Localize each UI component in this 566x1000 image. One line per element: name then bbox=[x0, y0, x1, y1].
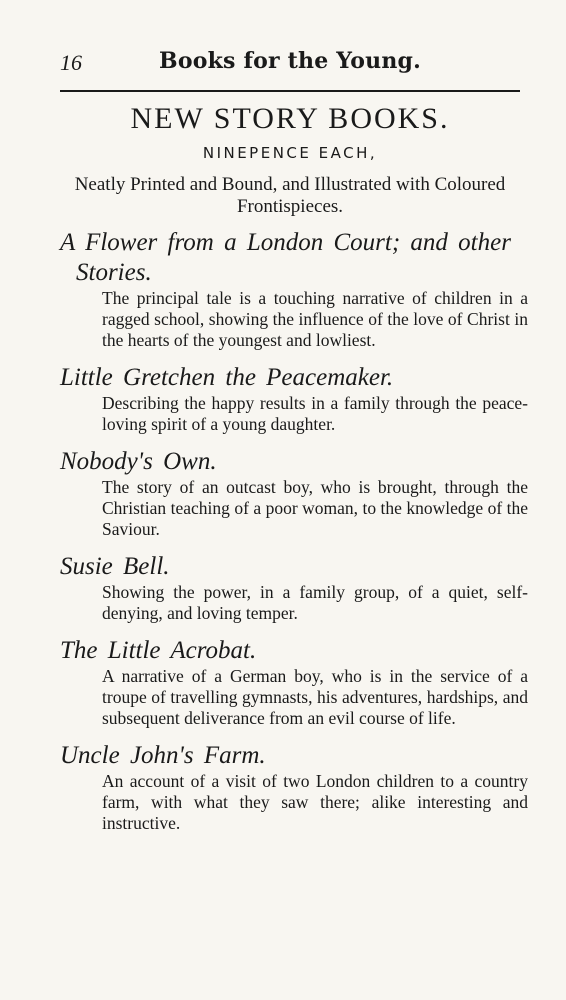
book-title: Nobody's Own. bbox=[60, 448, 217, 475]
book-entry bbox=[60, 636, 528, 729]
page-title: NEW STORY BOOKS. bbox=[130, 102, 450, 135]
book-title: Susie Bell. bbox=[60, 553, 170, 580]
book-entry bbox=[60, 447, 528, 540]
book-description: An account of a visit of two London children to a country farm, with what they saw there; alike interesting and instructive. bbox=[102, 771, 528, 833]
book-title: Little Gretchen the Peacemaker. bbox=[60, 364, 394, 391]
series-description: Neatly Printed and Bound, and Illustrated with Coloured Frontispieces. bbox=[74, 174, 506, 217]
running-head: Books for the Young. bbox=[159, 48, 421, 74]
book-title: A Flower from a London Court; and other Stories. bbox=[60, 229, 511, 286]
price-subtitle: NINEPENCE EACH, bbox=[202, 144, 378, 162]
book-description: The story of an outcast boy, who is brought, through the Christian teaching of a poor woman, to the knowledge of the Saviour. bbox=[102, 477, 528, 539]
book-description: The principal tale is a touching narrative of children in a ragged school, showing the influence of the love of Christ in the hearts of the youngest and lowliest. bbox=[102, 288, 528, 350]
book-description: Showing the power, in a family group, of a quiet, self-denying, and loving temper. bbox=[102, 582, 528, 623]
header-divider bbox=[60, 90, 520, 92]
book-entry bbox=[60, 363, 528, 435]
book-description: A narrative of a German boy, who is in the service of a troupe of travelling gymnasts, his adventures, hardships, and subsequent deliverance from an evil course of life. bbox=[102, 666, 528, 728]
book-description: Describing the happy results in a family through the peace-loving spirit of a young daughter. bbox=[102, 393, 528, 434]
page-header bbox=[60, 44, 520, 84]
book-list bbox=[60, 228, 528, 846]
book-entry bbox=[60, 552, 528, 624]
page-number: 16 bbox=[60, 50, 82, 75]
book-entry bbox=[60, 741, 528, 834]
book-title: The Little Acrobat. bbox=[60, 637, 257, 664]
book-entry bbox=[60, 228, 528, 351]
book-title: Uncle John's Farm. bbox=[60, 742, 266, 769]
